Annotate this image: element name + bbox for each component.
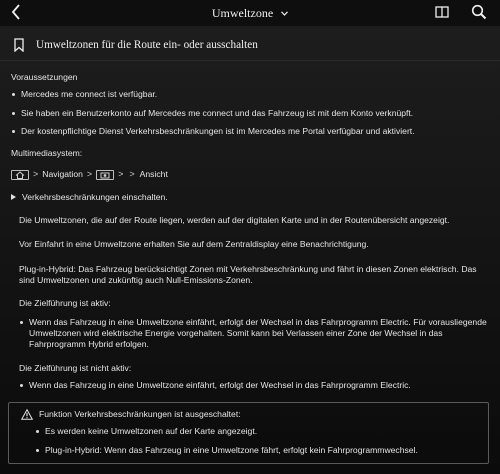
chevron-down-icon bbox=[281, 11, 288, 16]
section-headline[interactable] bbox=[14, 36, 258, 54]
warning-title: Funktion Verkehrsbeschränkungen ist ausgeschaltet: bbox=[39, 409, 241, 419]
divider bbox=[0, 60, 500, 61]
path-separator: > bbox=[129, 168, 135, 179]
step-arrow bbox=[11, 194, 16, 200]
warning-title-row bbox=[21, 409, 478, 420]
page-title: Umweltzone bbox=[211, 6, 274, 20]
page-title-dropdown[interactable] bbox=[0, 5, 500, 22]
path-navigation: Navigation bbox=[42, 169, 83, 180]
paragraph: Vor Einfahrt in eine Umweltzone erhalten Sie auf dem Zentraldisplay eine Benachrichtigung. bbox=[19, 239, 369, 250]
path-separator: > bbox=[33, 168, 39, 179]
path-separator: > bbox=[86, 168, 93, 179]
active-heading: Die Zielführung ist aktiv: bbox=[19, 298, 111, 309]
list-item: Plug-in-Hybrid: Wenn das Fahrzeug in eine Umweltzone fährt, erfolgt kein Fahrprogrammwechsel. bbox=[35, 445, 478, 456]
path-separator: > bbox=[118, 168, 124, 179]
search-icon bbox=[470, 3, 488, 21]
path-ansicht: Ansicht bbox=[139, 169, 168, 180]
camera-button-symbol bbox=[96, 170, 114, 180]
list-item: Es werden keine Umweltzonen auf der Karte angezeigt. bbox=[35, 426, 478, 437]
top-bar bbox=[0, 0, 500, 26]
home-icon bbox=[15, 171, 25, 179]
camera-icon bbox=[100, 171, 110, 179]
multimedia-heading: Multimediasystem: bbox=[11, 148, 83, 159]
list-item: Sie haben ein Benutzerkonto auf Mercedes me connect und das Fahrzeug ist mit dem Konto verknüpft. bbox=[11, 108, 491, 119]
list-item: Wenn das Fahrzeug in eine Umweltzone einfährt, erfolgt der Wechsel in das Fahrprogramm Electric. bbox=[19, 380, 491, 391]
step-row bbox=[11, 192, 491, 203]
warning-box bbox=[8, 402, 489, 464]
bookmark-icon[interactable] bbox=[14, 38, 24, 52]
paragraph: Die Umweltzonen, die auf der Route liegen, werden auf der digitalen Karte und in der Routenübersicht angezeigt. bbox=[19, 215, 450, 226]
warning-triangle-icon bbox=[21, 409, 33, 420]
step-text: Verkehrsbeschränkungen einschalten. bbox=[22, 191, 168, 202]
prereq-heading: Voraussetzungen bbox=[11, 72, 78, 82]
search-button[interactable] bbox=[470, 3, 488, 21]
list-item: Wenn das Fahrzeug in eine Umweltzone einfährt, erfolgt der Wechsel in das Fahrprogramm Electric. Für vorausliegende Umweltzonen wird elektrische Energie vorgehalten. Somit kann bei Verlassen einer Zone der Wechsel in das Fahrprogramm Hybrid erfolgen. bbox=[19, 317, 491, 351]
paragraph: Plug-in-Hybrid: Das Fahrzeug berücksichtigt Zonen mit Verkehrsbeschränkung und fährt in diesen Zonen elektrisch. Das sind Umweltzonen und zukünftig auch Null-Emissions-Zonen. bbox=[19, 263, 477, 286]
article-content bbox=[11, 72, 491, 392]
inactive-heading: Die Zielführung ist nicht aktiv: bbox=[19, 362, 132, 373]
headline-text: Umweltzonen für die Route ein- oder ausschalten bbox=[36, 38, 258, 51]
list-item: Der kostenpflichtige Dienst Verkehrsbeschränkungen ist im Mercedes me Portal verfügbar und aktiviert. bbox=[11, 126, 491, 137]
list-item: Mercedes me connect ist verfügbar. bbox=[11, 89, 491, 100]
book-icon bbox=[434, 4, 450, 20]
home-button-symbol bbox=[11, 170, 29, 180]
menu-path bbox=[11, 168, 491, 182]
book-button[interactable] bbox=[434, 4, 450, 20]
